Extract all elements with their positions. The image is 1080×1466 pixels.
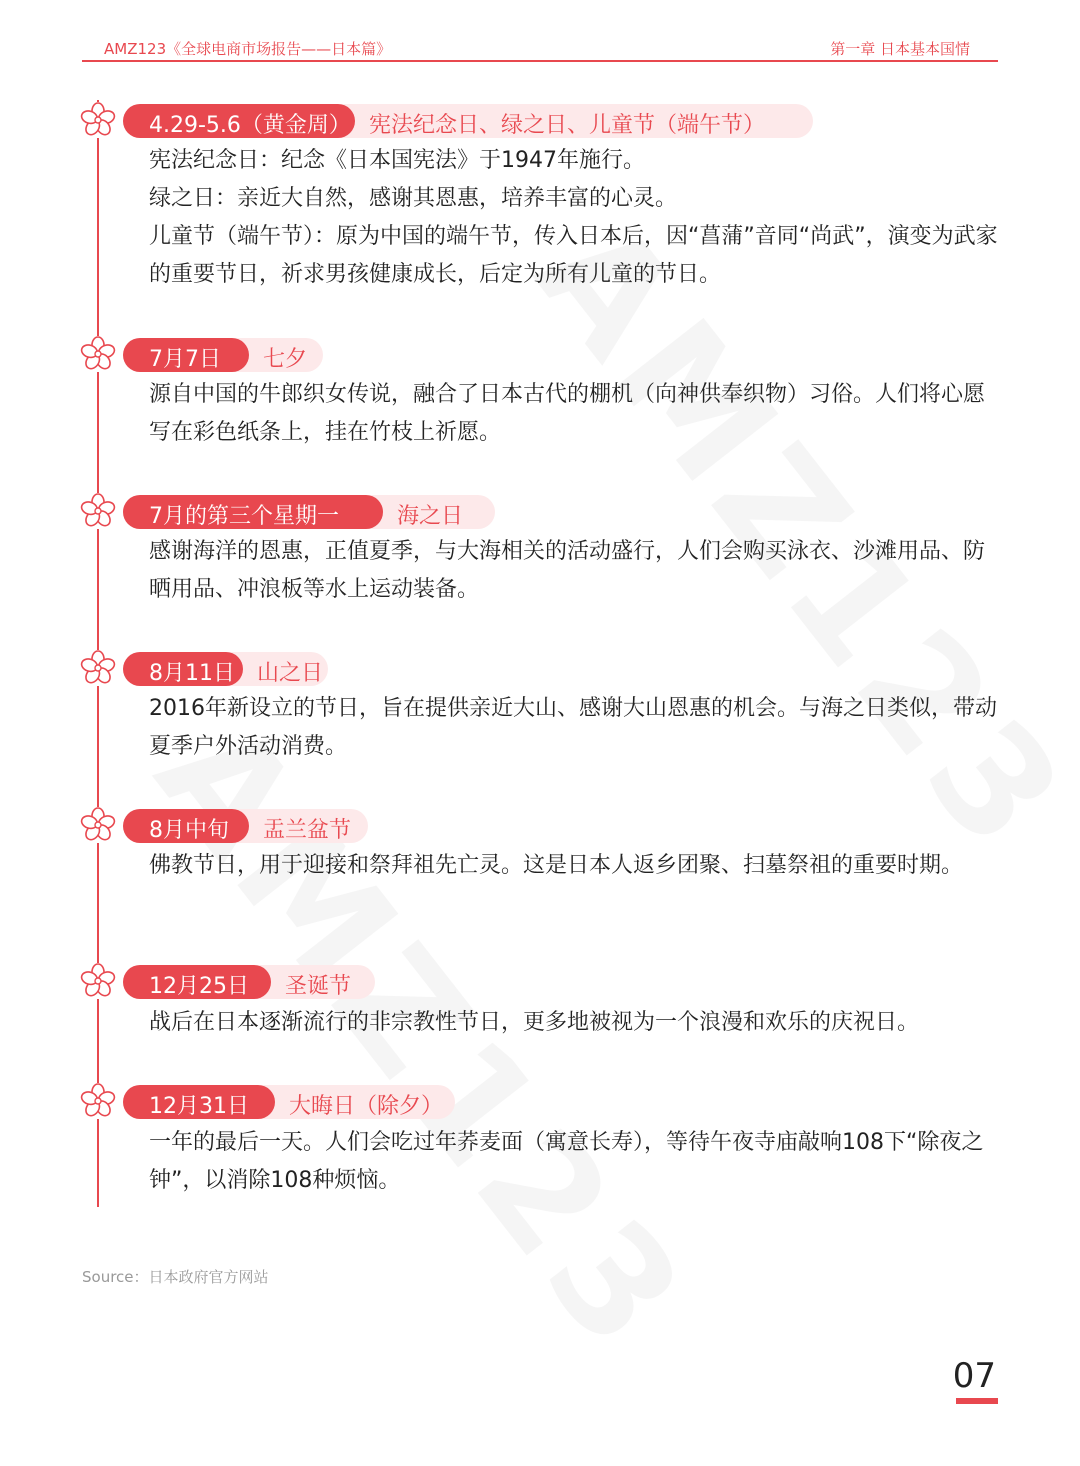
holiday-name: 宪法纪念日、绿之日、儿童节（端午节） <box>369 113 766 138</box>
holiday-date: 8月中旬 <box>149 818 229 843</box>
holiday-name: 大晦日（除夕） <box>289 1094 444 1119</box>
holiday-date: 4.29-5.6（黄金周） <box>149 113 351 138</box>
sakura-flower-icon <box>80 493 116 529</box>
holiday-description <box>149 1124 1004 1200</box>
holiday-description <box>149 142 1004 294</box>
holiday-description <box>149 1004 1004 1042</box>
page-header <box>82 36 998 62</box>
holiday-date: 7月7日 <box>149 347 221 372</box>
holiday-date: 12月31日 <box>149 1094 249 1119</box>
description-line: 源自中国的牛郎织女传说，融合了日本古代的棚机（向神供奉织物）习俗。人们将心愿写在彩色纸条上，挂在竹枝上祈愿。 <box>149 382 986 445</box>
holiday-description <box>149 847 1004 885</box>
description-line: 绿之日：亲近大自然，感谢其恩惠，培养丰富的心灵。 <box>149 186 678 211</box>
holiday-description <box>149 690 1004 766</box>
date-pill <box>123 652 243 686</box>
description-line: 佛教节日，用于迎接和祭拜祖先亡灵。这是日本人返乡团聚、扫墓祭祖的重要时期。 <box>149 853 964 878</box>
date-pill <box>123 104 355 138</box>
date-pill <box>123 965 271 999</box>
description-line: 战后在日本逐渐流行的非宗教性节日，更多地被视为一个浪漫和欢乐的庆祝日。 <box>149 1010 920 1035</box>
holiday-name: 盂兰盆节 <box>263 818 352 843</box>
description-line: 感谢海洋的恩惠，正值夏季，与大海相关的活动盛行，人们会购买泳衣、沙滩用品、防晒用品、冲浪板等水上运动装备。 <box>149 539 986 602</box>
description-line: 2016年新设立的节日，旨在提供亲近大山、感谢大山恩惠的机会。与海之日类似，带动夏季户外活动消费。 <box>149 696 997 759</box>
holiday-description <box>149 376 1004 452</box>
source-note: Source：日本政府官方网站 <box>82 1268 269 1286</box>
sakura-flower-icon <box>80 336 116 372</box>
sakura-flower-icon <box>80 963 116 999</box>
holiday-description <box>149 533 1004 609</box>
holiday-date: 8月11日 <box>149 661 235 686</box>
date-pill <box>123 1085 275 1119</box>
date-pill <box>123 338 249 372</box>
description-line: 宪法纪念日：纪念《日本国宪法》于1947年施行。 <box>149 148 645 173</box>
holiday-date: 12月25日 <box>149 974 249 999</box>
date-pill <box>123 495 383 529</box>
sakura-flower-icon <box>80 807 116 843</box>
description-line: 儿童节（端午节）：原为中国的端午节，传入日本后，因“菖蒲”音同“尚武”，演变为武家的重要节日，祈求男孩健康成长，后定为所有儿童的节日。 <box>149 224 998 287</box>
holiday-name: 海之日 <box>397 504 464 529</box>
sakura-flower-icon <box>80 102 116 138</box>
holiday-name: 七夕 <box>263 347 308 372</box>
page-number: 07 <box>952 1356 996 1396</box>
date-pill <box>123 809 249 843</box>
sakura-flower-icon <box>80 650 116 686</box>
holiday-name: 圣诞节 <box>285 974 352 999</box>
chapter-title: 第一章 日本基本国情 <box>830 40 970 58</box>
sakura-flower-icon <box>80 1083 116 1119</box>
holiday-date: 7月的第三个星期一 <box>149 504 339 529</box>
report-title: AMZ123《全球电商市场报告——日本篇》 <box>104 40 392 58</box>
holiday-name: 山之日 <box>257 661 324 686</box>
page-number-underline <box>956 1398 998 1404</box>
description-line: 一年的最后一天。人们会吃过年荞麦面（寓意长寿），等待午夜寺庙敲响108下“除夜之钟”，以消除108种烦恼。 <box>149 1130 984 1193</box>
